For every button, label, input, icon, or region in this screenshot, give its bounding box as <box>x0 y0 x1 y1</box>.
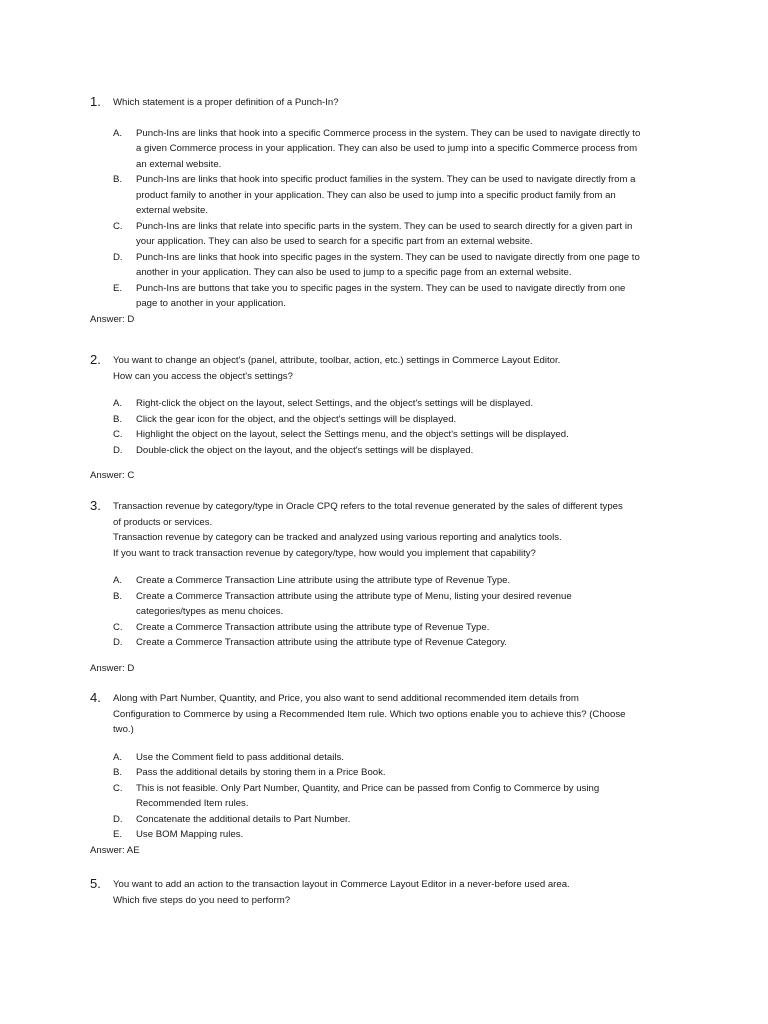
option-a <box>113 126 690 173</box>
option-e <box>113 281 690 312</box>
option-list <box>90 750 690 843</box>
option-d <box>113 250 690 281</box>
option-text-line: Create a Commerce Transaction Line attribute using the attribute type of Revenue Type. <box>136 575 511 586</box>
option-b <box>113 765 690 781</box>
question-text-line: Transaction revenue by category/type in Oracle CPQ refers to the total revenue generated by the sales of different types <box>113 501 623 512</box>
option-text-line: Use the Comment field to pass additional details. <box>136 751 344 763</box>
option-c <box>113 427 690 443</box>
option-letter: B. <box>113 174 123 185</box>
option-c <box>113 781 690 812</box>
question-text-line: You want to change an object's (panel, attribute, toolbar, action, etc.) settings in Commerce Layout Editor. <box>113 355 561 366</box>
option-letter: D. <box>113 637 123 648</box>
question-text-line: If you want to track transaction revenue by category/type, how would you implement that capability? <box>113 547 536 559</box>
option-a <box>113 396 690 412</box>
option-text-line: Use BOM Mapping rules. <box>136 829 244 840</box>
question-text-line: two.) <box>113 724 134 735</box>
answer-label: Answer: C <box>90 470 135 481</box>
option-text-line: Punch-Ins are buttons that take you to specific pages in the system. They can be used to navigate directly from one <box>136 282 626 294</box>
option-a <box>113 750 690 766</box>
option-letter: B. <box>113 767 123 778</box>
option-text-line: Punch-Ins are links that hook into a specific Commerce process in the system. They can be used to navigate directly to <box>136 127 641 139</box>
question-text-line: How can you access the object's settings? <box>113 370 293 382</box>
option-text-line: Click the gear icon for the object, and the object's settings will be displayed. <box>136 413 457 425</box>
question-2 <box>90 353 690 484</box>
option-text-line: product family to another in your application. They can also be used to jump into a specific product family from an <box>136 189 616 201</box>
question-2-prompt <box>90 353 690 384</box>
option-letter: E. <box>113 829 123 840</box>
option-letter: D. <box>113 813 123 825</box>
question-text-line: Which five steps do you need to perform? <box>113 894 291 906</box>
option-list <box>90 396 690 458</box>
question-text-line: Configuration to Commerce by using a Recommended Item rule. Which two options enable you to achieve this? (Choose <box>113 708 626 720</box>
option-text-line: This is not feasible. Only Part Number, Quantity, and Price can be passed from Config to Commerce by using <box>136 782 600 794</box>
option-text-line: Double-click the object on the layout, and the object's settings will be displayed. <box>136 444 474 456</box>
option-b <box>113 172 690 219</box>
option-letter: C. <box>113 220 123 232</box>
option-text-line: an external website. <box>136 158 222 170</box>
option-letter: C. <box>113 429 123 440</box>
answer-label: Answer: D <box>90 313 135 325</box>
option-letter: B. <box>113 590 123 602</box>
question-3 <box>90 499 690 676</box>
question-text-line: Along with Part Number, Quantity, and Price, you also want to send additional recommended item details from <box>113 693 579 704</box>
option-text-line: another in your application. They can also be used to jump to a specific page from an external website. <box>136 267 572 278</box>
option-b <box>113 589 690 620</box>
option-a <box>113 573 690 589</box>
question-text-line: You want to add an action to the transaction layout in Commerce Layout Editor in a never-before used area. <box>113 879 570 890</box>
answer-label: Answer: D <box>90 662 135 674</box>
option-text-line: external website. <box>136 205 208 216</box>
question-number: 3. <box>90 498 101 513</box>
question-number: 1. <box>90 94 101 109</box>
option-text-line: Pass the additional details by storing them in a Price Book. <box>136 767 386 778</box>
answer-label: Answer: AE <box>90 844 140 856</box>
option-c <box>113 620 690 636</box>
option-text-line: Punch-Ins are links that hook into specific product families in the system. They can be used to navigate directly from a <box>136 174 636 185</box>
option-letter: D. <box>113 444 123 456</box>
option-text-line: categories/types as menu choices. <box>136 606 284 617</box>
option-b <box>113 412 690 428</box>
question-5-prompt <box>90 877 690 908</box>
option-letter: E. <box>113 282 123 294</box>
question-number: 5. <box>90 876 101 891</box>
option-letter: A. <box>113 398 123 409</box>
question-number: 4. <box>90 690 101 705</box>
question-number: 2. <box>90 352 101 367</box>
option-list <box>90 573 690 651</box>
option-d <box>113 635 690 651</box>
option-e <box>113 827 690 843</box>
question-text-line: of products or services. <box>113 516 213 528</box>
option-d <box>113 812 690 828</box>
option-d <box>113 443 690 459</box>
question-1-prompt <box>90 95 690 111</box>
option-letter: A. <box>113 575 123 586</box>
option-text-line: page to another in your application. <box>136 298 286 309</box>
option-c <box>113 219 690 250</box>
question-1 <box>90 95 690 327</box>
option-text-line: your application. They can also be used to search for a specific part from an external website. <box>136 236 533 247</box>
question-4 <box>90 691 690 858</box>
option-letter: A. <box>113 127 123 139</box>
option-text-line: Punch-Ins are links that hook into specific pages in the system. They can be used to navigate directly from one page to <box>136 251 640 263</box>
option-list <box>90 126 690 312</box>
option-letter: C. <box>113 621 123 633</box>
option-text-line: Right-click the object on the layout, select Settings, and the object's settings will be displayed. <box>136 398 533 409</box>
option-text-line: Highlight the object on the layout, select the Settings menu, and the object's settings will be displayed. <box>136 429 569 440</box>
option-letter: D. <box>113 251 123 263</box>
question-text-line: Which statement is a proper definition of a Punch-In? <box>113 97 339 108</box>
option-letter: A. <box>113 751 123 763</box>
option-text-line: Create a Commerce Transaction attribute using the attribute type of Revenue Type. <box>136 621 490 633</box>
option-letter: B. <box>113 413 123 425</box>
option-text-line: Create a Commerce Transaction attribute using the attribute type of Menu, listing your desired revenue <box>136 590 572 602</box>
option-text-line: Recommended Item rules. <box>136 798 249 809</box>
option-text-line: Create a Commerce Transaction attribute using the attribute type of Revenue Category. <box>136 637 507 648</box>
option-letter: C. <box>113 782 123 794</box>
option-text-line: Concatenate the additional details to Part Number. <box>136 813 351 825</box>
question-5 <box>90 877 690 908</box>
question-3-prompt <box>90 499 690 561</box>
option-text-line: a given Commerce process in your application. They can also be used to jump into a specific Commerce process from <box>136 143 638 154</box>
question-4-prompt <box>90 691 690 738</box>
option-text-line: Punch-Ins are links that relate into specific parts in the system. They can be used to search directly for a given part in <box>136 220 633 232</box>
question-text-line: Transaction revenue by category can be tracked and analyzed using various reporting and analytics tools. <box>113 532 562 543</box>
